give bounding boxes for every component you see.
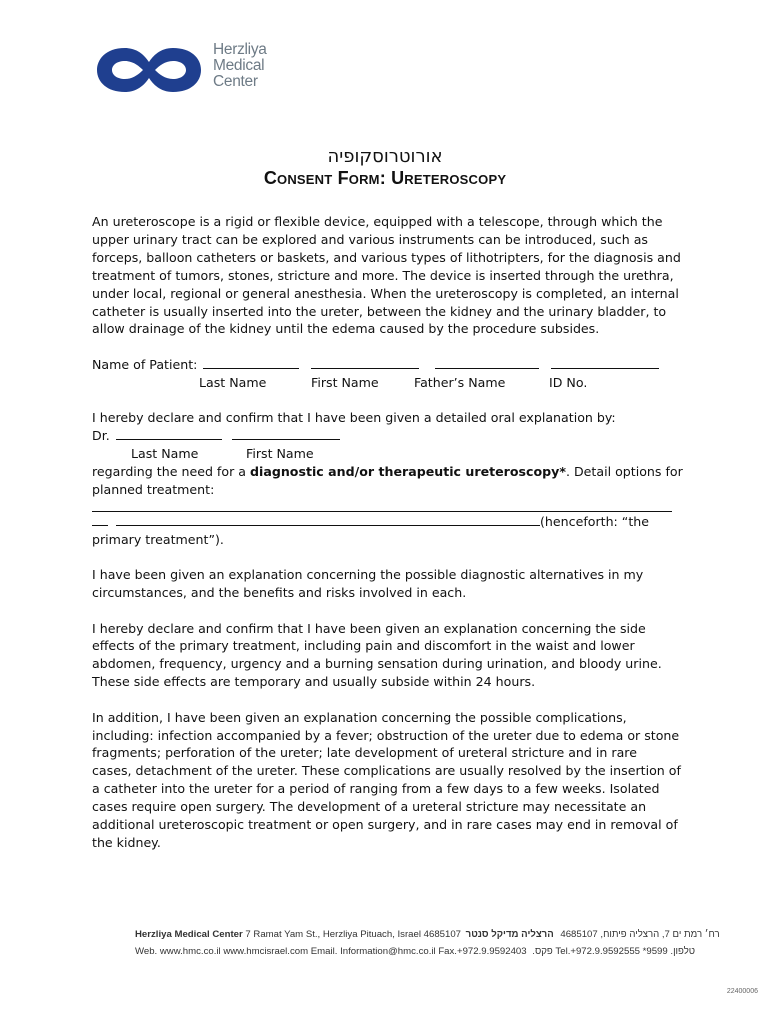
- infinity-loop-logo-icon: [95, 44, 203, 96]
- logo-line-1: Herzliya: [213, 41, 267, 58]
- logo-line-2: Medical: [213, 57, 265, 74]
- declaration-section: [92, 409, 687, 548]
- alternatives-paragraph: I have been given an explanation concerning the possible diagnostic alternatives in my circumstances, and the benefits and risks involved in each.: [92, 567, 644, 601]
- footer-address-line: [135, 926, 720, 943]
- patient-fathers-name-caption: Father’s Name: [414, 374, 506, 390]
- complications-paragraph: In addition, I have been given an explanation concerning the possible complications, including: infection accompanied by a fever; obstruction of the ureter due to edema or stone fragments; perforation of the ureter; late development of ureteral stricture and in rare cases, detachment of the ureter. These complications are usually resolved by the insertion of a catheter into the ureter for a period of ranging from a few days to a few weeks. Isolated cases require open surgery. The development of a ureteral stricture may necessitate an additional ureteroscopic treatment or open surgery, and in rare cases may end in removal of the kidney.: [92, 709, 681, 850]
- intro-line: catheter is usually inserted into the ureter, between the kidney and the urinary bladder, to: [92, 303, 667, 319]
- procedure-type: diagnostic and/or therapeutic ureteroscopy*: [249, 464, 566, 480]
- patient-first-name-field[interactable]: [311, 356, 419, 369]
- doctor-first-name-field[interactable]: [232, 427, 340, 440]
- footer-org-name: Herzliya Medical Center: [135, 929, 243, 940]
- footer-contact-hebrew: .פקס Tel.+972.9.9592555 *9599 .טלפון: [532, 946, 696, 957]
- footer-address: 7 Ramat Yam St., Herzliya Pituach, Israel 4685107: [242, 929, 461, 940]
- patient-last-name-field[interactable]: [203, 356, 299, 369]
- patient-fathers-name-field[interactable]: [435, 356, 539, 369]
- doctor-last-name-field[interactable]: [116, 427, 222, 440]
- footer-contact-line: [135, 943, 696, 960]
- patient-id-caption: ID No.: [549, 374, 588, 390]
- footer-contact: Web. www.hmc.co.il www.hmcisrael.com Email. Information@hmc.co.il Fax.+972.9.9592403: [135, 946, 527, 957]
- planned-treatment-field-2a[interactable]: [92, 513, 108, 526]
- patient-first-name-caption: First Name: [311, 374, 379, 390]
- side-effects-paragraph: I hereby declare and confirm that I have been given an explanation concerning the side effects of the primary treatment, including pain and discomfort in the waist and lower abdomen, frequency, urgency and a burning sensation during urination, and bloody urine. These side effects are temporary and usually subside within 24 hours.: [92, 620, 662, 690]
- patient-name-label: Name of Patient:: [92, 356, 198, 372]
- planned-treatment-field-1[interactable]: [92, 499, 672, 512]
- primary-treatment-text: primary treatment”).: [92, 531, 224, 547]
- footer-org-name-hebrew: הרצליה מדיקל סנטר: [465, 929, 554, 940]
- declaration-line: I hereby declare and confirm that I have been given a detailed oral explanation by:: [92, 410, 616, 426]
- form-body: [92, 213, 687, 869]
- hebrew-title: אורוטרוסקופיה: [327, 146, 443, 167]
- henceforth-text: (henceforth: “the: [540, 513, 649, 529]
- intro-paragraph: [92, 213, 687, 338]
- hospital-logo: [95, 40, 295, 102]
- page-title: Consent Form: Ureteroscopy: [263, 168, 507, 188]
- logo-wordmark: [213, 42, 267, 90]
- planned-treatment-label: planned treatment:: [92, 481, 215, 497]
- doctor-last-name-caption: Last Name: [131, 446, 199, 462]
- patient-last-name-caption: Last Name: [199, 374, 267, 390]
- intro-line: upper urinary tract can be explored and various instruments can be introduced, such as: [92, 231, 648, 247]
- intro-line: treatment of tumors, stones, stricture and more. The device is inserted through the urethra,: [92, 267, 674, 283]
- doctor-label: Dr.: [92, 428, 110, 444]
- regarding-line: regarding the need for a diagnostic and/or therapeutic ureteroscopy*. Detail options for: [92, 464, 683, 480]
- intro-line: under local, regional or general anesthesia. When the ureteroscopy is completed, an internal: [92, 285, 679, 301]
- patient-id-field[interactable]: [551, 356, 659, 369]
- document-code: 22400006: [726, 988, 758, 995]
- patient-name-section: [92, 356, 687, 392]
- page-footer: [135, 926, 720, 960]
- intro-line: An ureteroscope is a rigid or flexible device, equipped with a telescope, through which the: [92, 214, 663, 229]
- intro-line: allow drainage of the kidney until the edema caused by the procedure subsides.: [92, 321, 600, 337]
- footer-address-hebrew: רח׳ רמת ים 7, הרצליה פיתוח, 4685107: [560, 929, 720, 940]
- doctor-first-name-caption: First Name: [246, 446, 314, 462]
- logo-line-3: Center: [213, 73, 258, 90]
- planned-treatment-field-2b[interactable]: [116, 513, 540, 526]
- intro-line: forceps, balloon catheters or baskets, and various types of lithotripters, for the diagnosis and: [92, 249, 681, 265]
